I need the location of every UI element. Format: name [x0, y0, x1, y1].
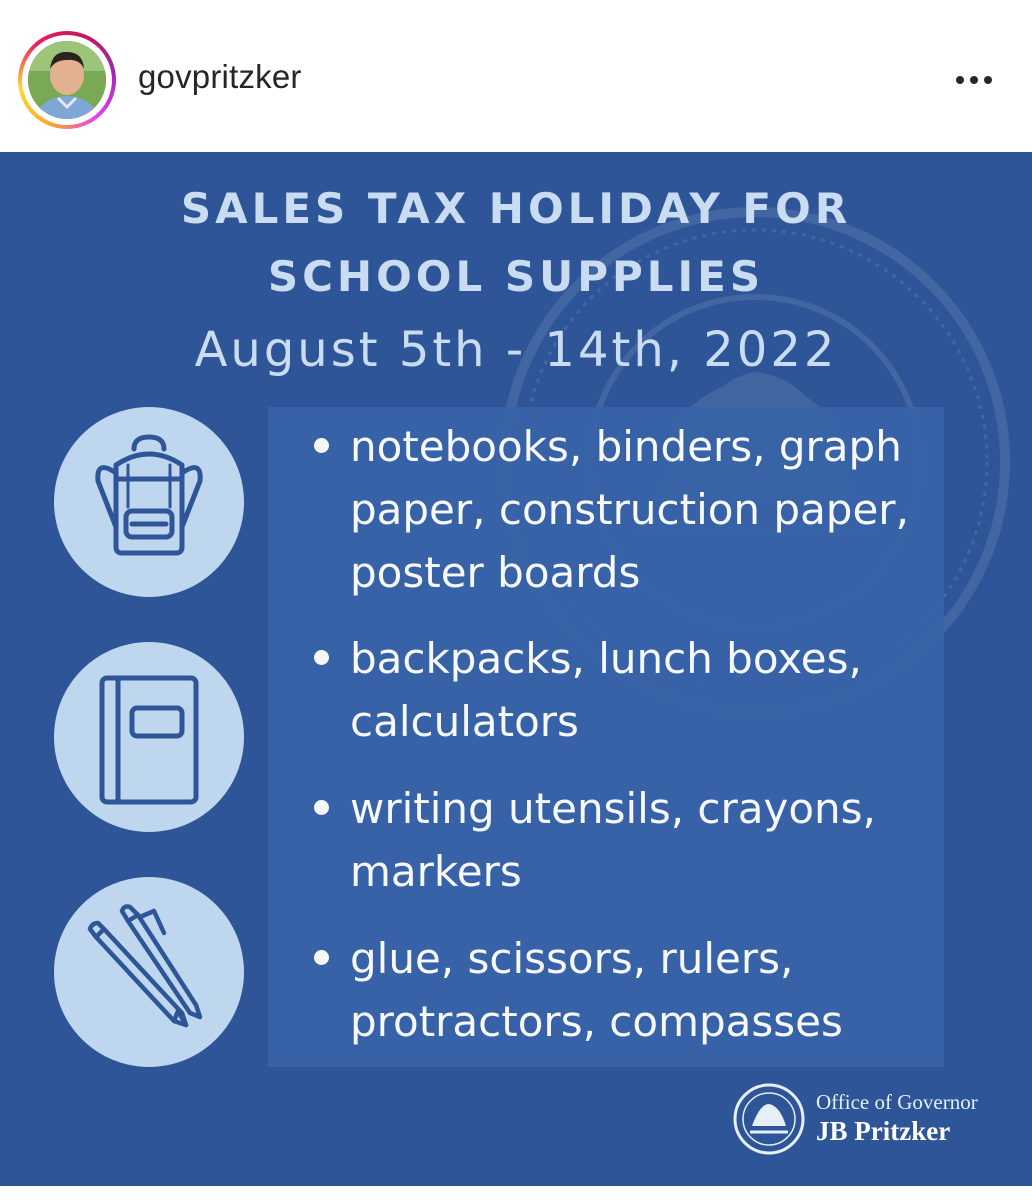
bullet-icon: [314, 950, 329, 965]
notebook-icon: [54, 642, 244, 832]
governor-name: JB Pritzker: [816, 1116, 951, 1146]
pencil-pen-icon: [54, 877, 244, 1067]
list-item: notebooks, binders, graph paper, construction paper, poster boards: [350, 415, 930, 604]
list-item: writing utensils, crayons, markers: [350, 777, 930, 903]
headline-line-1: SALES TAX HOLIDAY FOR: [180, 184, 852, 233]
post-image: [0, 152, 1032, 1186]
more-dots-icon[interactable]: [950, 64, 998, 94]
avatar[interactable]: [18, 31, 116, 129]
bullet-icon: [314, 650, 329, 665]
bullet-icon: [314, 438, 329, 453]
backpack-icon: [54, 407, 244, 597]
date-range: August 5th - 14th, 2022: [194, 322, 838, 378]
office-title: Office of Governor: [816, 1090, 978, 1114]
headline-line-2: SCHOOL SUPPLIES: [267, 252, 765, 301]
list-item: backpacks, lunch boxes, calculators: [350, 627, 930, 753]
username[interactable]: govpritzker: [138, 58, 302, 95]
illinois-seal-icon: [732, 1082, 806, 1156]
bullet-icon: [314, 800, 329, 815]
profile-photo: [28, 41, 106, 119]
supply-list-panel: [268, 407, 944, 1067]
list-item: glue, scissors, rulers, protractors, compasses: [350, 927, 930, 1053]
post-header: [0, 0, 1032, 152]
office-logo: [732, 1082, 1012, 1162]
